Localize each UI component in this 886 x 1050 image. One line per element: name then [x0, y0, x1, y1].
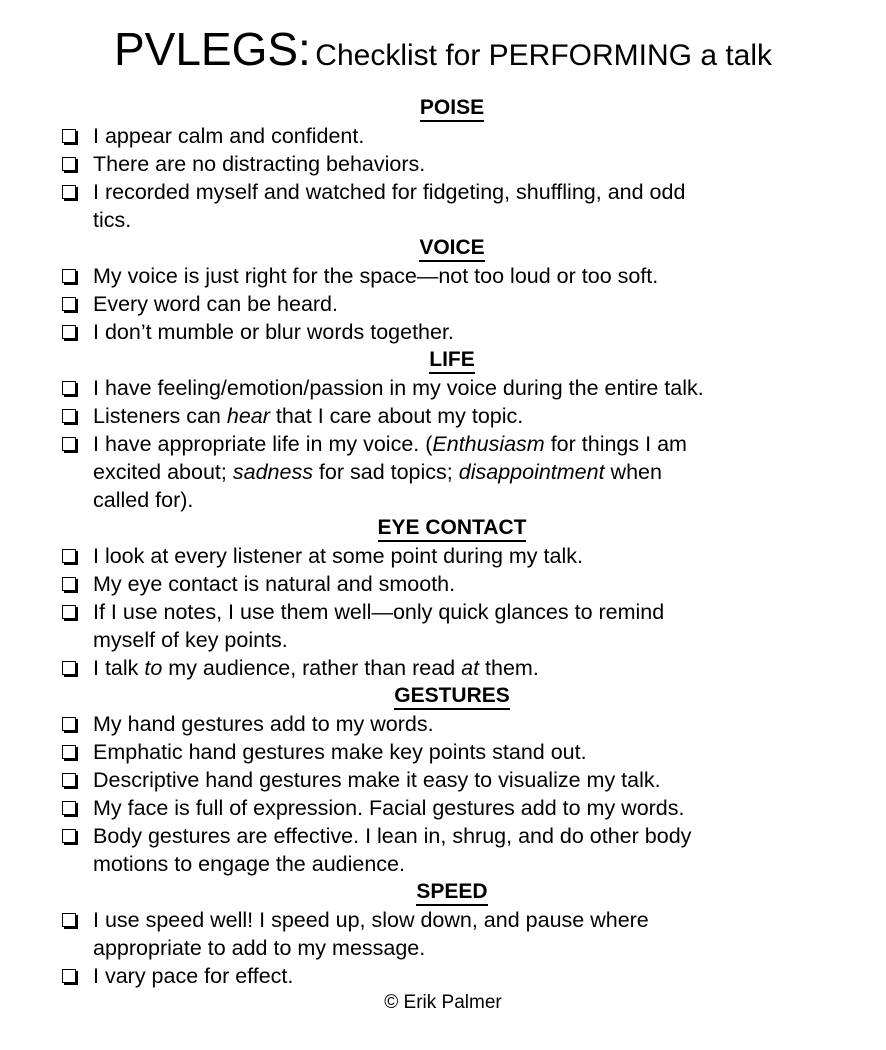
section-heading-text: EYE CONTACT [378, 516, 527, 542]
checkbox-icon[interactable] [62, 913, 76, 927]
item-text-line [93, 318, 862, 346]
item-text: If I use notes, I use them well—only quick glances to remind [93, 600, 665, 624]
checklist-item [62, 122, 862, 150]
checkbox-icon[interactable] [62, 297, 76, 311]
item-text-line [93, 122, 862, 150]
item-text: I have appropriate life in my voice. ( [93, 432, 433, 456]
item-text: Listeners can [93, 404, 227, 428]
checkbox-icon[interactable] [62, 773, 76, 787]
item-text-line [93, 430, 862, 458]
emphasis-text: disappointment [458, 460, 605, 484]
checklist-item [62, 150, 862, 178]
item-text-line [93, 402, 862, 430]
checklist-item [62, 794, 862, 822]
item-text: My voice is just right for the space—not too loud or too soft. [93, 264, 659, 288]
checklist-item [62, 262, 862, 290]
item-text: my audience, rather than read [162, 656, 462, 680]
item-text: I appear calm and confident. [93, 124, 365, 148]
item-text: I have feeling/emotion/passion in my voice during the entire talk. [93, 376, 704, 400]
item-text: for sad topics; [312, 460, 459, 484]
item-text-line [93, 206, 862, 234]
checkbox-icon[interactable] [62, 549, 76, 563]
checkbox-icon[interactable] [62, 185, 76, 199]
item-text-line [93, 374, 862, 402]
checklist-item [62, 430, 862, 514]
item-text: motions to engage the audience. [93, 852, 405, 876]
item-text: Every word can be heard. [93, 292, 338, 316]
checklist-item [62, 962, 862, 990]
item-text: I use speed well! I speed up, slow down, and pause where [93, 908, 649, 932]
item-text-line [93, 822, 862, 850]
checklist-item [62, 374, 862, 402]
item-text: I vary pace for effect. [93, 964, 294, 988]
checkbox-icon[interactable] [62, 409, 76, 423]
item-text-line [93, 794, 862, 822]
checkbox-icon[interactable] [62, 661, 76, 675]
section-heading-text: GESTURES [394, 684, 510, 710]
section-speed [62, 878, 862, 990]
item-text: tics. [93, 208, 132, 232]
item-text: Descriptive hand gestures make it easy to visualize my talk. [93, 768, 661, 792]
section-heading-text: POISE [420, 96, 484, 122]
checklist [62, 94, 862, 990]
section-poise [62, 94, 862, 234]
section-heading [62, 346, 842, 374]
item-text-line [93, 626, 862, 654]
section-heading [62, 94, 842, 122]
checklist-item [62, 906, 862, 962]
item-text-line [93, 150, 862, 178]
item-text-line [93, 934, 862, 962]
checklist-item [62, 710, 862, 738]
item-text: excited about; [93, 460, 233, 484]
item-text: called for). [93, 488, 194, 512]
checklist-item [62, 822, 862, 878]
item-text-line [93, 486, 862, 514]
item-text-line [93, 850, 862, 878]
item-text-line [93, 542, 862, 570]
checkbox-icon[interactable] [62, 829, 76, 843]
item-text: My face is full of expression. Facial gestures add to my words. [93, 796, 685, 820]
section-gestures [62, 682, 862, 878]
section-heading [62, 682, 842, 710]
section-heading-text: VOICE [419, 236, 484, 262]
item-text: Body gestures are effective. I lean in, shrug, and do other body [93, 824, 692, 848]
copyright: © Erik Palmer [384, 992, 502, 1013]
item-text: them. [479, 656, 539, 680]
checkbox-icon[interactable] [62, 745, 76, 759]
checkbox-icon[interactable] [62, 269, 76, 283]
checklist-item [62, 570, 862, 598]
item-text: There are no distracting behaviors. [93, 152, 426, 176]
item-text: I look at every listener at some point during my talk. [93, 544, 583, 568]
item-text: I don’t mumble or blur words together. [93, 320, 454, 344]
item-text-line [93, 710, 862, 738]
checklist-item [62, 738, 862, 766]
section-heading [62, 234, 842, 262]
item-text-line [93, 738, 862, 766]
section-heading-text: LIFE [429, 348, 475, 374]
item-text-line [93, 906, 862, 934]
checkbox-icon[interactable] [62, 605, 76, 619]
emphasis-text: at [461, 656, 480, 680]
item-text: My hand gestures add to my words. [93, 712, 434, 736]
checkbox-icon[interactable] [62, 717, 76, 731]
item-text-line [93, 962, 862, 990]
checkbox-icon[interactable] [62, 577, 76, 591]
checkbox-icon[interactable] [62, 437, 76, 451]
item-text-line [93, 290, 862, 318]
checkbox-icon[interactable] [62, 969, 76, 983]
item-text: appropriate to add to my message. [93, 936, 426, 960]
section-heading [62, 514, 842, 542]
checkbox-icon[interactable] [62, 801, 76, 815]
section-life [62, 346, 862, 514]
item-text: My eye contact is natural and smooth. [93, 572, 456, 596]
item-text-line [93, 598, 862, 626]
section-eye-contact [62, 514, 862, 682]
item-text: Emphatic hand gestures make key points stand out. [93, 740, 587, 764]
item-text-line [93, 458, 862, 486]
emphasis-text: Enthusiasm [432, 432, 545, 456]
emphasis-text: hear [226, 404, 270, 428]
title-acronym: PVLEGS: [113, 23, 311, 75]
item-text: myself of key points. [93, 628, 288, 652]
item-text-line [93, 654, 862, 682]
item-text: that I care about my topic. [269, 404, 524, 428]
checkbox-icon[interactable] [62, 129, 76, 143]
checklist-item [62, 318, 862, 346]
section-heading-text: SPEED [416, 880, 487, 906]
item-text: I recorded myself and watched for fidgeting, shuffling, and odd [93, 180, 686, 204]
checkbox-icon[interactable] [62, 325, 76, 339]
checkbox-icon[interactable] [62, 381, 76, 395]
checklist-item [62, 178, 862, 234]
checklist-item [62, 542, 862, 570]
item-text: for things I am [544, 432, 687, 456]
emphasis-text: sadness [232, 460, 313, 484]
checkbox-icon[interactable] [62, 157, 76, 171]
item-text: I talk [93, 656, 145, 680]
emphasis-text: to [144, 656, 163, 680]
item-text-line [93, 766, 862, 794]
item-text-line [93, 178, 862, 206]
checklist-item [62, 290, 862, 318]
item-text: when [604, 460, 662, 484]
section-voice [62, 234, 862, 346]
checklist-item [62, 402, 862, 430]
section-heading [62, 878, 842, 906]
checklist-item [62, 766, 862, 794]
checklist-item [62, 654, 862, 682]
page-title [0, 22, 886, 76]
item-text-line [93, 570, 862, 598]
title-subtitle: Checklist for PERFORMING a talk [315, 39, 773, 72]
item-text-line [93, 262, 862, 290]
checklist-item [62, 598, 862, 654]
